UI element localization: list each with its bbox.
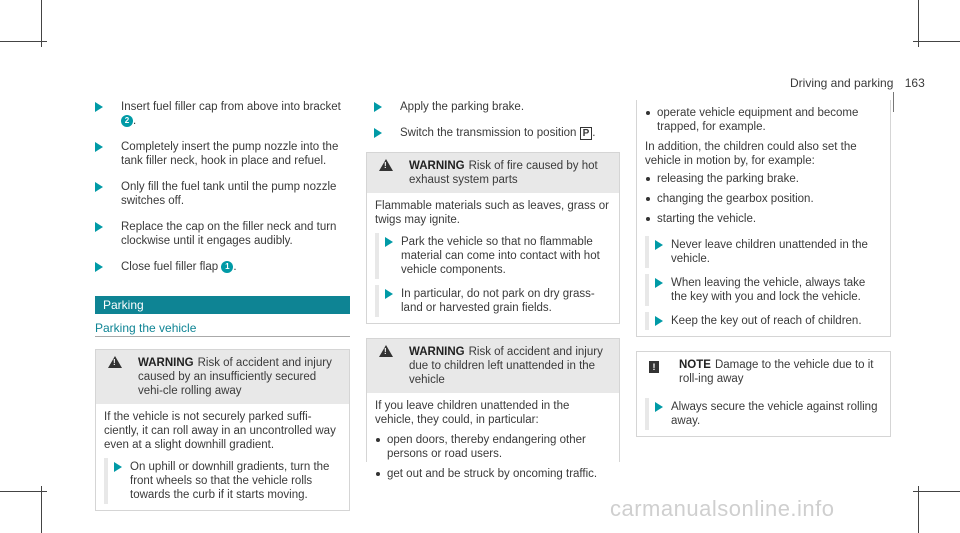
step-arrow-icon: [655, 278, 663, 288]
crop-mark-bottom-left-v: [41, 486, 42, 533]
warning-body: [367, 393, 619, 495]
warning-triangle-icon: !: [108, 356, 122, 368]
step-text: When leaving the vehicle, always take the key with you and lock the vehicle.: [671, 277, 866, 303]
step-text: Only fill the fuel tank until the pump nozzle switches off.: [121, 181, 337, 207]
step-bar: [375, 233, 379, 279]
step-bar: [375, 285, 379, 317]
step-text: Insert fuel filler cap from above into bracket: [121, 101, 341, 113]
warning-title: Risk of fire caused by hot exhaust system parts: [409, 160, 598, 186]
crop-mark-top-right-h: [913, 41, 960, 42]
step-bar: [645, 236, 649, 268]
subheading: Parking the vehicle: [95, 321, 350, 337]
warning-step: [645, 238, 882, 266]
step-transmission-p: Switch the transmission to position P .: [374, 126, 620, 140]
step-arrow-icon: [114, 462, 122, 472]
step-text: Park the vehicle so that no flammable material can come into contact with hot vehicle components.: [401, 236, 600, 276]
crop-mark-top-left-v: [41, 0, 42, 47]
note-step: [645, 400, 882, 428]
step-text: Completely insert the pump nozzle into the tank filler neck, hook in place and refuel.: [121, 141, 339, 167]
bullet-item: get out and be struck by oncoming traffic.: [375, 467, 611, 481]
step-arrow-icon: [95, 142, 103, 152]
warning-step: [375, 287, 611, 315]
step-arrow-icon: [374, 102, 382, 112]
warning-step: [645, 314, 882, 328]
step-text: Never leave children unattended in the vehicle.: [671, 239, 868, 265]
warning-box-rolling: [95, 349, 350, 511]
note-exclamation-icon: !: [649, 361, 659, 373]
warning-box-children: [366, 338, 620, 480]
page-number: 163: [904, 76, 925, 90]
warning-body: [367, 193, 619, 323]
step-arrow-icon: [655, 316, 663, 326]
bullet-item: starting the vehicle.: [645, 212, 882, 226]
page-header: [790, 76, 925, 90]
crop-mark-bottom-right-h: [913, 491, 960, 492]
step-text: In particular, do not park on dry grass-land or harvested grain fields.: [401, 288, 595, 314]
note-label: NOTE: [679, 359, 711, 371]
continued-bullets: [645, 106, 882, 134]
header-divider: [893, 92, 894, 112]
warning-label: WARNING: [409, 346, 465, 358]
step-close-flap: Close fuel filler flap 1 .: [95, 260, 350, 274]
warning-text: If the vehicle is not securely parked suffi-ciently, it can roll away in an uncontrolled way even at a slight downhill gradient.: [104, 411, 336, 451]
bullet-item: changing the gearbox position.: [645, 192, 882, 206]
watermark: carmanualsonline.info: [610, 496, 835, 521]
bullet-item: releasing the parking brake.: [645, 172, 882, 186]
warning-label: WARNING: [138, 357, 194, 369]
warning-body: [96, 404, 349, 510]
step-arrow-icon: [655, 240, 663, 250]
note-title: Damage to the vehicle due to it roll-ing away: [679, 359, 874, 385]
callout-2-icon: 2: [121, 115, 133, 127]
warning-bullets: [375, 433, 611, 481]
warning-step: [375, 235, 611, 277]
step-arrow-icon: [95, 182, 103, 192]
step-arrow-icon: [95, 262, 103, 272]
warning-step: [104, 460, 341, 502]
warning-box-fire: [366, 152, 620, 324]
warning-header: [367, 153, 619, 193]
example-bullets: [645, 172, 882, 226]
warning-triangle-icon: !: [379, 345, 393, 357]
warning-text: Flammable materials such as leaves, grass or twigs may ignite.: [375, 200, 609, 226]
step-arrow-icon: [95, 222, 103, 232]
step-arrow-icon: [374, 128, 382, 138]
note-header: [637, 352, 890, 392]
warning-label: WARNING: [409, 160, 465, 172]
note-body: [637, 392, 890, 436]
step-bar: [104, 458, 108, 504]
step-arrow-icon: [385, 237, 393, 247]
continued-paragraph: In addition, the children could also set the vehicle in motion by, for example:: [645, 141, 857, 167]
warning-step: [645, 276, 882, 304]
warning-text: If you leave children unattended in the vehicle, they could, in particular:: [375, 400, 570, 426]
bullet-item: open doors, thereby endangering other persons or road users.: [375, 433, 611, 461]
children-warning-continued: [636, 100, 891, 337]
step-insert-cap: Insert fuel filler cap from above into bracket 2 .: [95, 100, 350, 128]
crop-mark-top-left-h: [0, 41, 47, 42]
step-text: Always secure the vehicle against rolling away.: [671, 401, 878, 427]
warning-title: Risk of accident and injury caused by an insufficiently secured vehi-cle rolling away: [138, 357, 332, 397]
step-arrow-icon: [655, 402, 663, 412]
column-right: [636, 100, 891, 437]
step-fill-tank: [95, 180, 350, 208]
crop-mark-top-right-v: [918, 0, 919, 47]
step-bar: [645, 312, 649, 330]
warning-title: Risk of accident and injury due to children left unattended in the vehicle: [409, 346, 603, 386]
step-arrow-icon: [385, 289, 393, 299]
warning-triangle-icon: !: [379, 159, 393, 171]
step-text: Keep the key out of reach of children.: [671, 315, 862, 327]
step-text: Close fuel filler flap: [121, 261, 219, 273]
step-text: Replace the cap on the filler neck and turn clockwise until it engages audibly.: [121, 221, 337, 247]
step-bar: [645, 274, 649, 306]
crop-mark-bottom-right-v: [918, 486, 919, 533]
step-replace-cap: [95, 220, 350, 248]
step-parking-brake: [374, 100, 620, 114]
column-middle: [366, 100, 620, 480]
bullet-item: operate vehicle equipment and become trapped, for example.: [645, 106, 882, 134]
warning-header: [367, 339, 619, 393]
step-text: On uphill or downhill gradients, turn the front wheels so that the vehicle rolls towards the curb if it starts moving.: [130, 461, 330, 501]
step-insert-nozzle: [95, 140, 350, 168]
note-box-rolling: [636, 351, 891, 437]
step-text: Apply the parking brake.: [400, 101, 525, 113]
park-position-symbol: P: [580, 127, 593, 140]
step-bar: [645, 398, 649, 430]
warning-header: [96, 350, 349, 404]
step-arrow-icon: [95, 102, 103, 112]
section-title-bar: Parking: [95, 296, 350, 314]
step-text: Switch the transmission to position: [400, 127, 577, 139]
column-left: [95, 100, 350, 511]
crop-mark-bottom-left-h: [0, 491, 47, 492]
callout-1-icon: 1: [221, 261, 233, 273]
header-section: Driving and parking: [790, 76, 894, 90]
